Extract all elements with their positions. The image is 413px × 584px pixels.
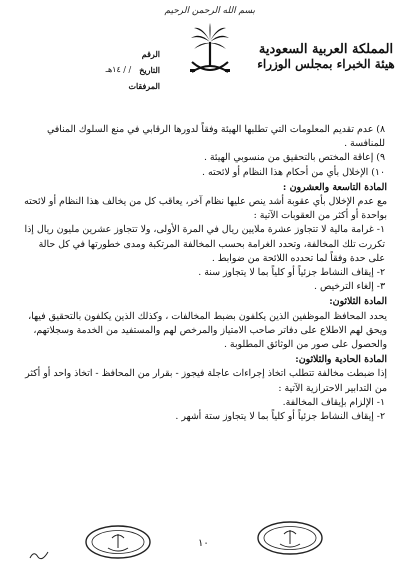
list-item: ٢- إيقاف النشاط جزئياً أو كلياً بما لا يتجاوز سنة . — [198, 267, 385, 279]
article-paragraph: يحدد المحافظ الموظفين الذين يكلفون بضبط المخالفات ، وكذلك الذين يكلفون بالتحقيق فيها، ويحق لهم الاطلاع على دفاتر صاحب الامتياز والمرخص لهم والمستفيد من الخدمة وسجلاتهم، والحصول على صور من الوثائق المطلوبة . — [28, 310, 387, 351]
list-item: ٨) عدم تقديم المعلومات التي تطلبها الهيئة وفقاً لدورها الرقابي في منع السلوك المنافي للمنافسة . — [46, 124, 385, 150]
article-heading: المادة الحادية والثلاثون: — [295, 354, 387, 366]
article-paragraph: مع عدم الإخلال بأي عقوبة أشد ينص عليها نظام آخر، يعاقب كل من يخالف هذا النظام أو لائحته بواحدة أو أكثر من العقوبات الآتية : — [24, 196, 387, 222]
basmala: بسم الله الرحمن الرحيم — [164, 6, 255, 16]
article-heading: المادة الثلاثون: — [329, 296, 387, 308]
page-number: ١٠ — [198, 538, 209, 549]
kingdom-name: المملكة العربية السعودية — [258, 42, 394, 57]
saudi-emblem-icon — [188, 22, 232, 80]
attachments-row — [40, 78, 160, 94]
list-item: ١- غرامة مالية لا تتجاوز عشرة ملايين ريال في المرة الأولى، ولا تتجاوز عشرين مليون ريال إذا تكررت تلك المخالفة، وتحدد الغرامة بحسب المخالفة المرتكبة ومدى خطورتها في كل حالة على حدة وفقاً لما تحدده اللائحة من ضوابط . — [24, 224, 385, 264]
date-row — [40, 62, 160, 78]
date-value: / / ١٤هـ — [105, 65, 132, 74]
list-item: ٣- إلغاء الترخيص . — [314, 281, 385, 293]
issuer-block — [251, 42, 401, 72]
date-label: التاريخ — [139, 65, 160, 75]
attachments-label: المرفقات — [128, 81, 160, 91]
article-paragraph: إذا ضبطت مخالفة تتطلب اتخاذ إجراءات عاجلة فيجوز - بقرار من المحافظ - اتخاذ واحد أو أكثر من التدابير الاحترازية الآتية : — [25, 368, 387, 394]
list-item: ١٠) الإخلال بأي من أحكام هذا النظام أو لائحته . — [202, 166, 385, 178]
authority-name: هيئة الخبراء بمجلس الوزراء — [257, 57, 395, 71]
official-seal-icon — [256, 520, 324, 556]
article-heading: المادة التاسعة والعشرون : — [282, 181, 387, 193]
ref-row — [40, 46, 160, 62]
ref-label: الرقم — [141, 49, 160, 59]
list-item: ٢- إيقاف النشاط جزئياً أو كلياً بما لا يتجاوز ستة أشهر . — [175, 411, 385, 423]
official-seal-icon — [84, 524, 152, 560]
list-item: ١- الإلزام بإيقاف المخالفة. — [282, 396, 385, 408]
document-body — [22, 123, 387, 424]
reference-block — [40, 46, 160, 94]
initials-signature-icon — [28, 548, 52, 562]
list-item: ٩) إعاقة المختص بالتحقيق من منسوبي الهيئة . — [203, 152, 385, 164]
